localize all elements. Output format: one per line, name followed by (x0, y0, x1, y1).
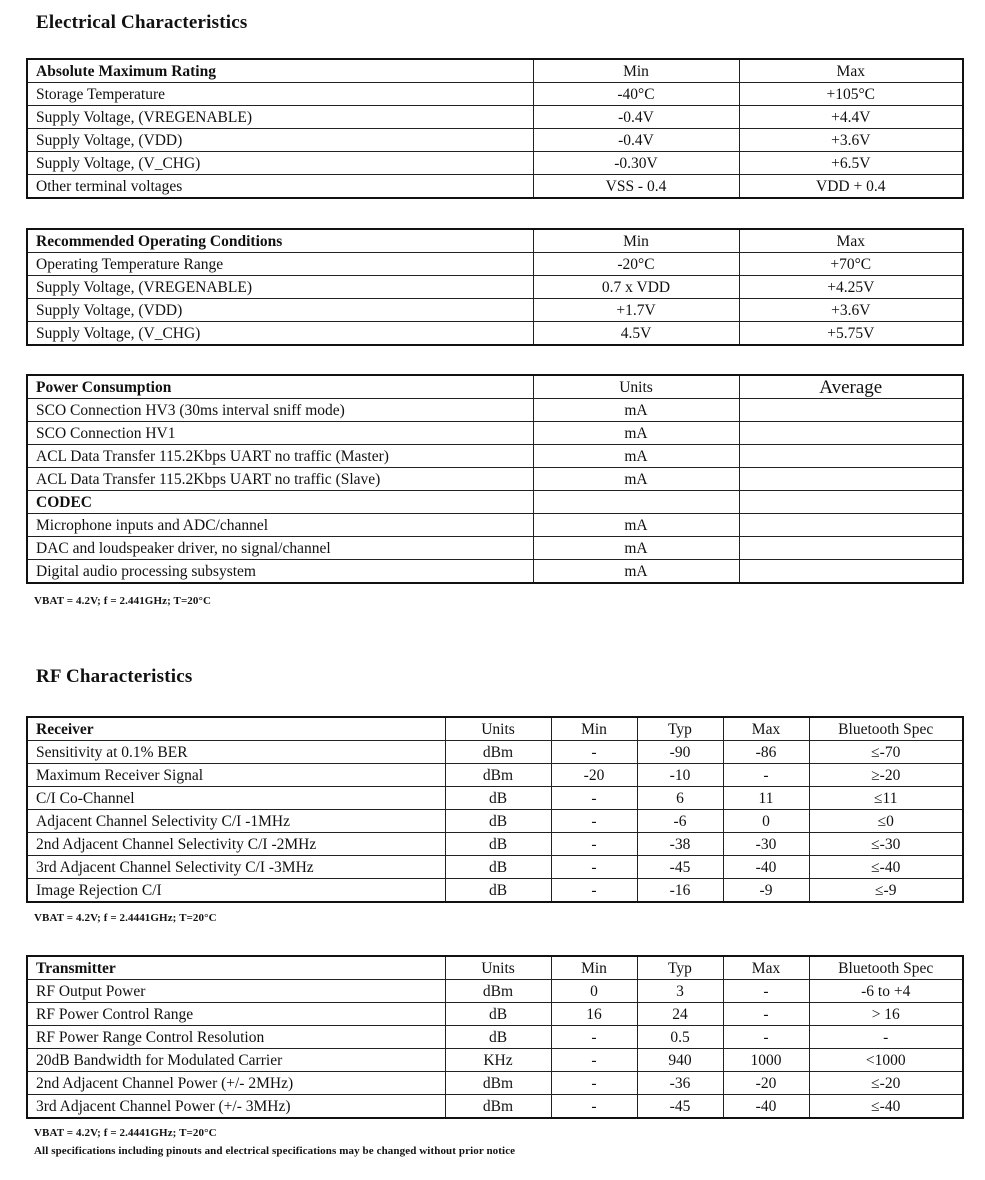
spec-cell: ≤-40 (809, 856, 963, 879)
max-cell: -20 (723, 1072, 809, 1095)
header-units: Units (445, 717, 551, 741)
table-row (27, 1026, 963, 1049)
max-cell: +6.5V (739, 152, 963, 175)
units-cell: dB (445, 833, 551, 856)
max-cell: -40 (723, 1095, 809, 1119)
header-units: Units (533, 375, 739, 399)
header-parameter: Recommended Operating Conditions (27, 229, 533, 253)
spec-cell: > 16 (809, 1003, 963, 1026)
average-cell (739, 537, 963, 560)
table-row (27, 422, 963, 445)
spec-cell: -6 to +4 (809, 980, 963, 1003)
min-cell: -20 (551, 764, 637, 787)
max-cell: +70°C (739, 253, 963, 276)
spec-cell: - (809, 1026, 963, 1049)
header-typ: Typ (637, 956, 723, 980)
table-row (27, 1095, 963, 1119)
receiver-conditions-note: VBAT = 4.2V; f = 2.4441GHz; T=20°C (34, 912, 217, 924)
parameter-cell: 20dB Bandwidth for Modulated Carrier (27, 1049, 445, 1072)
power-consumption-table (26, 374, 964, 584)
codec-subheading: CODEC (27, 491, 533, 514)
parameter-cell: Supply Voltage, (V_CHG) (27, 152, 533, 175)
min-cell: -20°C (533, 253, 739, 276)
parameter-cell: Maximum Receiver Signal (27, 764, 445, 787)
parameter-cell: RF Power Range Control Resolution (27, 1026, 445, 1049)
table-header-row (27, 956, 963, 980)
table-row (27, 537, 963, 560)
max-cell: 0 (723, 810, 809, 833)
absolute-max-table (26, 58, 964, 199)
units-cell: mA (533, 468, 739, 491)
header-units: Units (445, 956, 551, 980)
parameter-cell: Digital audio processing subsystem (27, 560, 533, 584)
transmitter-conditions-note: VBAT = 4.2V; f = 2.4441GHz; T=20°C (34, 1127, 217, 1139)
table-header-row (27, 229, 963, 253)
units-cell: dBm (445, 980, 551, 1003)
max-cell: +5.75V (739, 322, 963, 346)
max-cell: - (723, 1003, 809, 1026)
typ-cell: -36 (637, 1072, 723, 1095)
parameter-cell: Supply Voltage, (VDD) (27, 299, 533, 322)
parameter-cell: RF Power Control Range (27, 1003, 445, 1026)
spec-cell: ≤-30 (809, 833, 963, 856)
transmitter-table (26, 955, 964, 1119)
parameter-cell: SCO Connection HV1 (27, 422, 533, 445)
spec-cell: ≥-20 (809, 764, 963, 787)
units-cell: dBm (445, 1072, 551, 1095)
parameter-cell: Operating Temperature Range (27, 253, 533, 276)
spec-cell: ≤-20 (809, 1072, 963, 1095)
min-cell: 0 (551, 980, 637, 1003)
parameter-cell: DAC and loudspeaker driver, no signal/channel (27, 537, 533, 560)
max-cell: +105°C (739, 83, 963, 106)
table-row (27, 129, 963, 152)
average-cell (739, 514, 963, 537)
max-cell: -30 (723, 833, 809, 856)
parameter-cell: Supply Voltage, (VREGENABLE) (27, 276, 533, 299)
spec-cell: ≤-9 (809, 879, 963, 903)
parameter-cell: ACL Data Transfer 115.2Kbps UART no traffic (Slave) (27, 468, 533, 491)
table-row (27, 83, 963, 106)
table-row (27, 514, 963, 537)
max-cell: +4.25V (739, 276, 963, 299)
units-cell: dB (445, 879, 551, 903)
parameter-cell: Storage Temperature (27, 83, 533, 106)
rf-characteristics-title: RF Characteristics (36, 666, 193, 687)
power-conditions-note: VBAT = 4.2V; f = 2.441GHz; T=20°C (34, 595, 212, 607)
max-cell: VDD + 0.4 (739, 175, 963, 199)
parameter-cell: Adjacent Channel Selectivity C/I -1MHz (27, 810, 445, 833)
disclaimer-text: All specifications including pinouts and electrical specifications may be changed without prior notice (34, 1145, 516, 1157)
units-cell: KHz (445, 1049, 551, 1072)
max-cell: +3.6V (739, 129, 963, 152)
parameter-cell: Microphone inputs and ADC/channel (27, 514, 533, 537)
units-cell: mA (533, 560, 739, 584)
table-header-row (27, 375, 963, 399)
table-row (27, 764, 963, 787)
units-cell: mA (533, 537, 739, 560)
min-cell: - (551, 1072, 637, 1095)
table-header-row (27, 717, 963, 741)
max-cell: - (723, 980, 809, 1003)
min-cell: - (551, 1049, 637, 1072)
min-cell: - (551, 741, 637, 764)
parameter-cell: Supply Voltage, (V_CHG) (27, 322, 533, 346)
recommended-conditions-table (26, 228, 964, 346)
max-cell: 1000 (723, 1049, 809, 1072)
table-row (27, 560, 963, 584)
spec-cell: ≤11 (809, 787, 963, 810)
parameter-cell: Image Rejection C/I (27, 879, 445, 903)
units-cell: dB (445, 1026, 551, 1049)
parameter-cell: 3rd Adjacent Channel Power (+/- 3MHz) (27, 1095, 445, 1119)
typ-cell: -16 (637, 879, 723, 903)
spec-cell: ≤0 (809, 810, 963, 833)
min-cell: - (551, 856, 637, 879)
table-row (27, 322, 963, 346)
typ-cell: 24 (637, 1003, 723, 1026)
min-cell: +1.7V (533, 299, 739, 322)
table-row (27, 833, 963, 856)
table-row (27, 879, 963, 903)
table-row (27, 980, 963, 1003)
table-header-row (27, 59, 963, 83)
units-cell (533, 491, 739, 514)
table-row (27, 856, 963, 879)
header-min: Min (533, 59, 739, 83)
max-cell: +4.4V (739, 106, 963, 129)
typ-cell: -38 (637, 833, 723, 856)
table-row (27, 399, 963, 422)
header-max: Max (739, 229, 963, 253)
table-row (27, 445, 963, 468)
header-max: Max (723, 956, 809, 980)
typ-cell: 940 (637, 1049, 723, 1072)
max-cell: 11 (723, 787, 809, 810)
typ-cell: -45 (637, 856, 723, 879)
header-bluetooth-spec: Bluetooth Spec (809, 956, 963, 980)
average-cell (739, 468, 963, 491)
units-cell: dB (445, 1003, 551, 1026)
min-cell: -40°C (533, 83, 739, 106)
receiver-table (26, 716, 964, 903)
min-cell: - (551, 1095, 637, 1119)
average-cell (739, 422, 963, 445)
min-cell: - (551, 1026, 637, 1049)
table-row (27, 152, 963, 175)
min-cell: VSS - 0.4 (533, 175, 739, 199)
units-cell: mA (533, 422, 739, 445)
table-row (27, 787, 963, 810)
max-cell: +3.6V (739, 299, 963, 322)
units-cell: dBm (445, 764, 551, 787)
typ-cell: -45 (637, 1095, 723, 1119)
parameter-cell: Supply Voltage, (VDD) (27, 129, 533, 152)
average-cell (739, 399, 963, 422)
table-row (27, 175, 963, 199)
typ-cell: -90 (637, 741, 723, 764)
table-row (27, 106, 963, 129)
min-cell: 16 (551, 1003, 637, 1026)
min-cell: - (551, 833, 637, 856)
header-parameter: Transmitter (27, 956, 445, 980)
header-min: Min (551, 956, 637, 980)
parameter-cell: Supply Voltage, (VREGENABLE) (27, 106, 533, 129)
table-row (27, 276, 963, 299)
units-cell: dB (445, 787, 551, 810)
table-row (27, 491, 963, 514)
units-cell: dBm (445, 1095, 551, 1119)
min-cell: -0.4V (533, 129, 739, 152)
units-cell: mA (533, 445, 739, 468)
spec-cell: ≤-70 (809, 741, 963, 764)
min-cell: -0.30V (533, 152, 739, 175)
header-min: Min (551, 717, 637, 741)
table-row (27, 468, 963, 491)
typ-cell: 0.5 (637, 1026, 723, 1049)
min-cell: 4.5V (533, 322, 739, 346)
spec-cell: <1000 (809, 1049, 963, 1072)
parameter-cell: 3rd Adjacent Channel Selectivity C/I -3MHz (27, 856, 445, 879)
parameter-cell: C/I Co-Channel (27, 787, 445, 810)
table-row (27, 1049, 963, 1072)
parameter-cell: SCO Connection HV3 (30ms interval sniff mode) (27, 399, 533, 422)
header-max: Max (739, 59, 963, 83)
electrical-characteristics-title: Electrical Characteristics (36, 12, 248, 33)
typ-cell: -10 (637, 764, 723, 787)
units-cell: mA (533, 514, 739, 537)
header-parameter: Absolute Maximum Rating (27, 59, 533, 83)
header-max: Max (723, 717, 809, 741)
units-cell: dB (445, 856, 551, 879)
parameter-cell: ACL Data Transfer 115.2Kbps UART no traffic (Master) (27, 445, 533, 468)
table-row (27, 253, 963, 276)
header-parameter: Receiver (27, 717, 445, 741)
units-cell: dBm (445, 741, 551, 764)
min-cell: - (551, 787, 637, 810)
min-cell: 0.7 x VDD (533, 276, 739, 299)
spec-cell: ≤-40 (809, 1095, 963, 1119)
units-cell: dB (445, 810, 551, 833)
header-bluetooth-spec: Bluetooth Spec (809, 717, 963, 741)
typ-cell: -6 (637, 810, 723, 833)
parameter-cell: Other terminal voltages (27, 175, 533, 199)
min-cell: - (551, 810, 637, 833)
average-cell (739, 445, 963, 468)
parameter-cell: 2nd Adjacent Channel Selectivity C/I -2MHz (27, 833, 445, 856)
max-cell: - (723, 1026, 809, 1049)
header-average: Average (739, 375, 963, 399)
max-cell: -9 (723, 879, 809, 903)
table-row (27, 741, 963, 764)
table-row (27, 1072, 963, 1095)
parameter-cell: RF Output Power (27, 980, 445, 1003)
header-min: Min (533, 229, 739, 253)
table-row (27, 299, 963, 322)
max-cell: -40 (723, 856, 809, 879)
typ-cell: 3 (637, 980, 723, 1003)
average-cell (739, 560, 963, 584)
min-cell: -0.4V (533, 106, 739, 129)
table-row (27, 810, 963, 833)
header-typ: Typ (637, 717, 723, 741)
max-cell: - (723, 764, 809, 787)
parameter-cell: 2nd Adjacent Channel Power (+/- 2MHz) (27, 1072, 445, 1095)
min-cell: - (551, 879, 637, 903)
typ-cell: 6 (637, 787, 723, 810)
average-cell (739, 491, 963, 514)
parameter-cell: Sensitivity at 0.1% BER (27, 741, 445, 764)
header-parameter: Power Consumption (27, 375, 533, 399)
units-cell: mA (533, 399, 739, 422)
table-row (27, 1003, 963, 1026)
max-cell: -86 (723, 741, 809, 764)
